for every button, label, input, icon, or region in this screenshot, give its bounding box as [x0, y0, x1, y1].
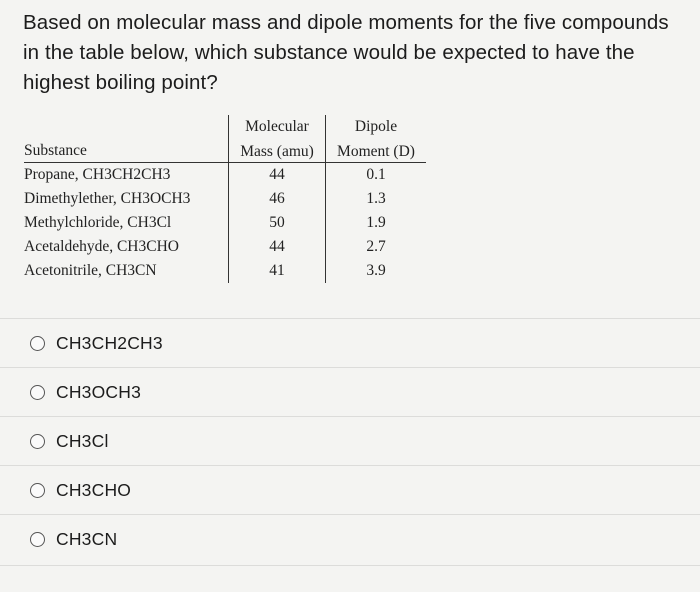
radio-button-icon[interactable]	[30, 385, 45, 400]
option-label: CH3CN	[56, 528, 118, 549]
cell-substance: Acetaldehyde, CH3CHO	[24, 238, 179, 255]
option-label: CH3Cl	[56, 430, 109, 451]
answer-option-2[interactable]	[0, 367, 700, 416]
table-row	[24, 163, 426, 188]
cell-mass: 46	[229, 187, 326, 211]
question-text: Based on molecular mass and dipole moments for the five compounds in the table below, which substance would be expected to have the highest boiling point?	[23, 11, 669, 94]
cell-substance: Acetonitrile, CH3CN	[24, 262, 157, 279]
divider	[0, 565, 700, 566]
option-label: CH3OCH3	[56, 381, 142, 402]
table-row	[24, 235, 426, 259]
cell-mass: 44	[229, 163, 326, 188]
cell-mass: 50	[229, 211, 326, 235]
header-mass-line1: Molecular	[229, 115, 326, 138]
header-blank	[24, 115, 229, 138]
cell-dipole: 1.3	[326, 187, 427, 211]
answer-option-1[interactable]	[0, 318, 700, 367]
cell-dipole: 2.7	[326, 235, 427, 259]
cell-substance: Propane, CH3CH2CH3	[24, 166, 171, 183]
option-label: CH3CHO	[56, 479, 132, 500]
header-mass-line2: Mass (amu)	[229, 138, 326, 163]
radio-button-icon[interactable]	[30, 434, 45, 449]
cell-dipole: 0.1	[326, 163, 427, 188]
radio-button-icon[interactable]	[30, 483, 45, 498]
header-dipole-line2: Moment (D)	[326, 138, 427, 163]
answer-option-5[interactable]	[0, 514, 700, 563]
table-row	[24, 211, 426, 235]
radio-button-icon[interactable]	[30, 336, 45, 351]
data-table	[24, 115, 426, 283]
cell-substance: Methylchloride, CH3Cl	[24, 214, 172, 231]
cell-dipole: 3.9	[326, 259, 427, 283]
table-row	[24, 187, 426, 211]
cell-mass: 41	[229, 259, 326, 283]
radio-button-icon[interactable]	[30, 532, 45, 547]
answer-option-3[interactable]	[0, 416, 700, 465]
option-label: CH3CH2CH3	[56, 332, 163, 353]
cell-substance: Dimethylether, CH3OCH3	[24, 190, 191, 207]
answer-option-4[interactable]	[0, 465, 700, 514]
header-dipole-line1: Dipole	[326, 115, 427, 138]
header-substance: Substance	[24, 142, 87, 159]
cell-dipole: 1.9	[326, 211, 427, 235]
table-row	[24, 259, 426, 283]
cell-mass: 44	[229, 235, 326, 259]
